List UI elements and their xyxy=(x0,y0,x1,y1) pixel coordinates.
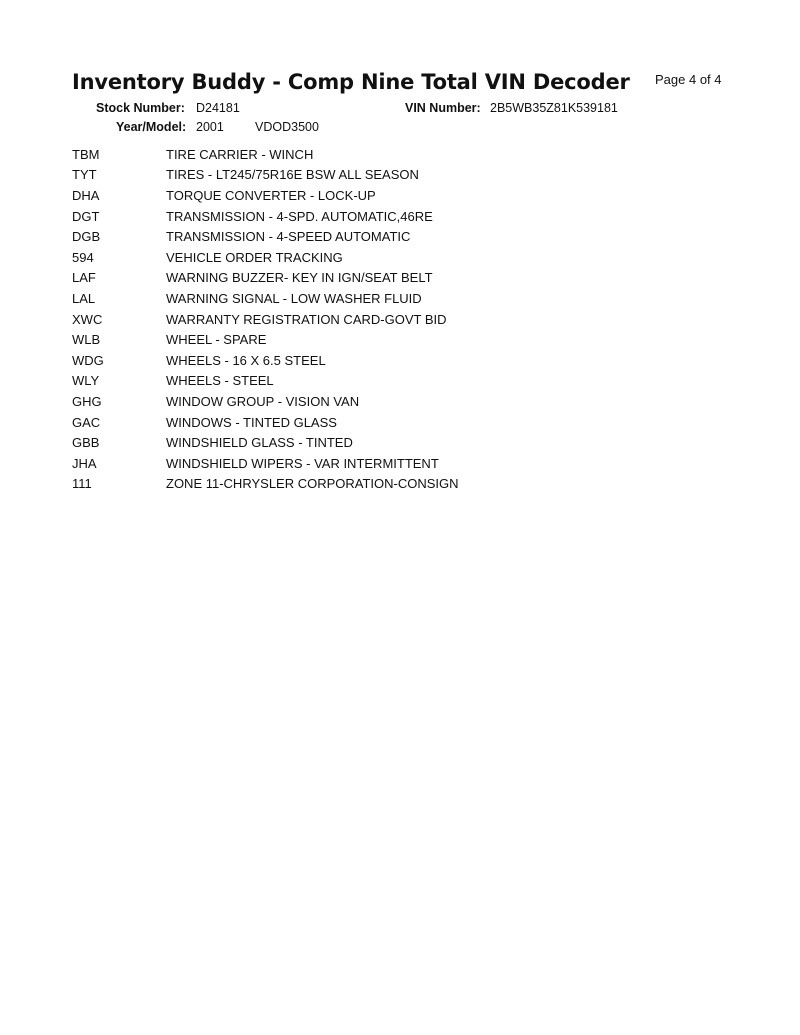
option-row xyxy=(72,329,672,350)
option-description: WARNING BUZZER- KEY IN IGN/SEAT BELT xyxy=(166,270,433,286)
option-code: 111 xyxy=(72,476,92,492)
option-code: TBM xyxy=(72,146,100,162)
option-description: WHEELS - 16 X 6.5 STEEL xyxy=(166,352,326,368)
option-description: TRANSMISSION - 4-SPEED AUTOMATIC xyxy=(166,229,411,245)
option-code: DGT xyxy=(72,208,100,224)
option-row xyxy=(72,247,672,268)
option-row xyxy=(72,371,672,392)
option-code: GBB xyxy=(72,435,100,451)
option-description: WHEELS - STEEL xyxy=(166,373,274,389)
option-description: TIRES - LT245/75R16E BSW ALL SEASON xyxy=(166,167,419,183)
option-description: TRANSMISSION - 4-SPD. AUTOMATIC,46RE xyxy=(166,208,433,224)
option-code: LAF xyxy=(72,270,96,286)
vin-number-value: 2B5WB35Z81K539181 xyxy=(490,101,618,115)
option-row xyxy=(72,453,672,474)
model-value: VDOD3500 xyxy=(255,120,319,134)
option-row xyxy=(72,391,672,412)
option-row xyxy=(72,412,672,433)
option-code: TYT xyxy=(72,167,97,183)
option-code: WLY xyxy=(72,373,100,389)
option-row xyxy=(72,185,672,206)
option-code: DGB xyxy=(72,229,101,245)
option-description: WINDOW GROUP - VISION VAN xyxy=(166,393,360,409)
option-description: WINDSHIELD GLASS - TINTED xyxy=(166,435,353,451)
option-row xyxy=(72,144,672,165)
option-code: XWC xyxy=(72,311,103,327)
option-code: LAL xyxy=(72,290,96,306)
option-code-list xyxy=(72,144,672,494)
option-description: WINDOWS - TINTED GLASS xyxy=(166,414,337,430)
option-code: DHA xyxy=(72,187,100,203)
option-description: WARRANTY REGISTRATION CARD-GOVT BID xyxy=(166,311,447,327)
option-description: TIRE CARRIER - WINCH xyxy=(166,146,314,162)
option-row xyxy=(72,165,672,186)
option-description: VEHICLE ORDER TRACKING xyxy=(166,249,343,265)
option-row xyxy=(72,350,672,371)
option-code: JHA xyxy=(72,455,97,471)
option-row xyxy=(72,288,672,309)
vin-number-label: VIN Number: xyxy=(405,101,481,115)
option-description: WARNING SIGNAL - LOW WASHER FLUID xyxy=(166,290,422,306)
report-title: Inventory Buddy - Comp Nine Total VIN Decoder xyxy=(72,70,630,94)
option-row xyxy=(72,226,672,247)
option-row xyxy=(72,474,672,495)
option-row xyxy=(72,206,672,227)
year-model-label: Year/Model: xyxy=(116,120,187,134)
option-row xyxy=(72,268,672,289)
stock-number-label: Stock Number: xyxy=(96,101,185,115)
year-value: 2001 xyxy=(196,120,224,134)
option-description: WHEEL - SPARE xyxy=(166,332,267,348)
option-code: WDG xyxy=(72,352,104,368)
option-row xyxy=(72,432,672,453)
stock-number-value: D24181 xyxy=(196,101,240,115)
option-code: 594 xyxy=(72,249,94,265)
option-code: GAC xyxy=(72,414,101,430)
option-code: GHG xyxy=(72,393,102,409)
option-description: TORQUE CONVERTER - LOCK-UP xyxy=(166,187,376,203)
option-description: ZONE 11-CHRYSLER CORPORATION-CONSIGN xyxy=(166,476,459,492)
page-number: Page 4 of 4 xyxy=(655,72,722,87)
option-row xyxy=(72,309,672,330)
option-code: WLB xyxy=(72,332,101,348)
option-description: WINDSHIELD WIPERS - VAR INTERMITTENT xyxy=(166,455,439,471)
